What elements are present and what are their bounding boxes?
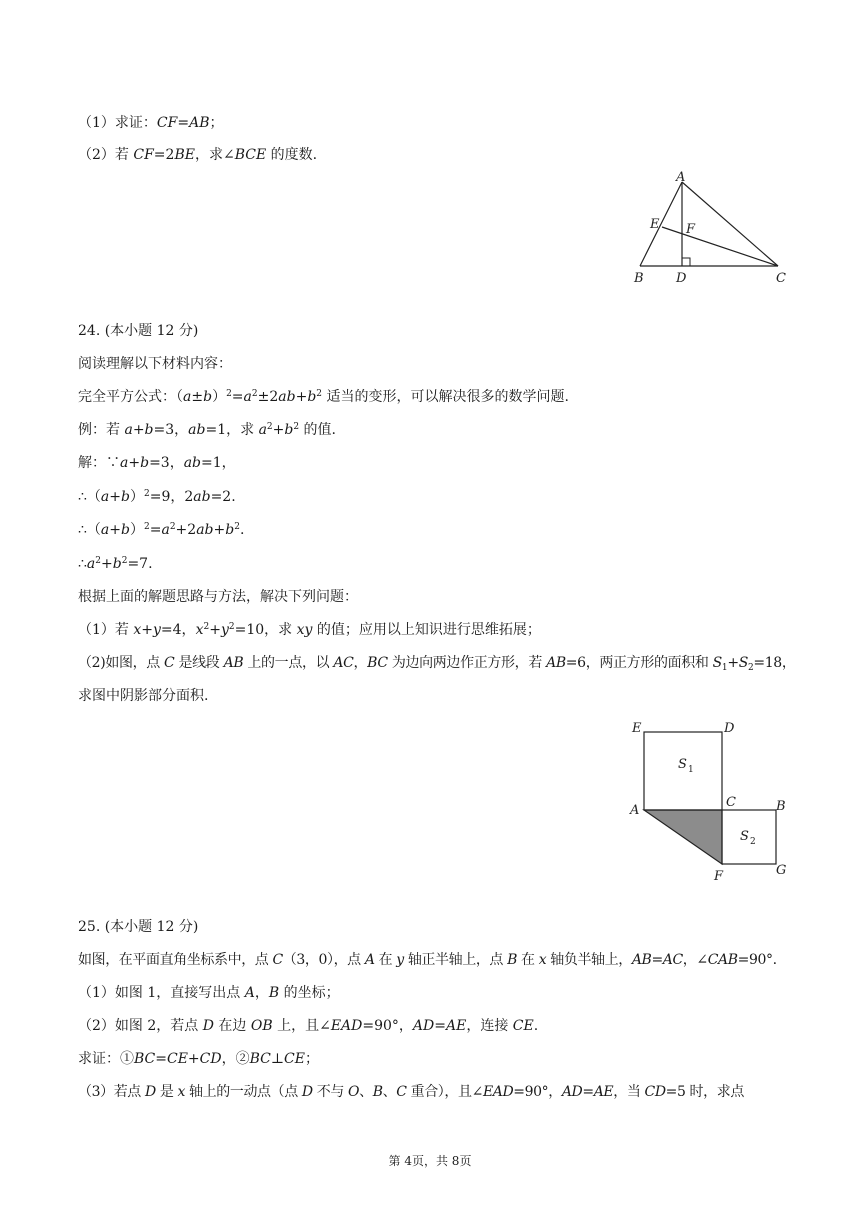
label-D: D	[676, 271, 687, 286]
label-F: F	[714, 869, 724, 884]
q24-solution-3: $\therefore(a+b)^2=a^2+2ab+b^2$.	[78, 522, 245, 538]
q24-title: 24. (本小题 12 分)	[78, 323, 199, 339]
q24-instruction: 根据上面的解题思路与方法，解决下列问题：	[78, 589, 358, 605]
label-C: C	[726, 795, 736, 810]
label-E: E	[650, 217, 660, 232]
q25-prove: 求证：①BC=CE+CD，②BC⊥CE；	[78, 1051, 319, 1067]
label-D: D	[724, 721, 735, 736]
label-F: F	[686, 222, 696, 237]
label-B: B	[776, 799, 786, 814]
q24-part1: （1）若 x+y=4，$x^2+y^2=10$，求 xy 的值；应用以上知识进行思维拓展；	[78, 622, 541, 638]
label-S1: S	[678, 757, 687, 772]
q23-triangle-figure	[620, 170, 800, 290]
q24-solution-2: $\therefore(a+b)^2=9$，2ab=2.	[78, 489, 236, 505]
label-A: A	[676, 170, 686, 185]
page-footer: 第 4页，共 8页	[388, 1154, 472, 1168]
label-S2: S	[740, 829, 749, 844]
label-G: G	[776, 863, 787, 878]
q25-part1: （1）如图 1，直接写出点 A，B 的坐标；	[78, 985, 340, 1001]
q24-example: 例：若 a+b=3，ab=1，求 $a^2+b^2$ 的值.	[78, 422, 336, 438]
q23-part1: （1）求证：CF=AB；	[78, 115, 224, 131]
q25-stem: 如图，在平面直角坐标系中，点 C（3，0），点 A 在 y 轴正半轴上，点 B 在 x 轴负半轴上，AB=AC，∠CAB=90°.	[78, 952, 777, 968]
q24-part2: （2)如图，点 C 是线段 AB 上的一点，以 AC，BC 为边向两边作正方形，若 AB=6，两正方形的面积和 $S_1+S_2=18$，	[78, 655, 796, 673]
q24-formula: 完全平方公式：$(a\pm b)^2=a^2\pm 2ab+b^2$ 适当的变形，可以解决很多的数学问题.	[78, 389, 569, 405]
label-S2-sub: 2	[750, 837, 756, 847]
q25-part3: （3）若点 D 是 x 轴上的一动点（点 D 不与 O、B、C 重合），且∠EAD=90°，AD=AE，当 CD=5 时，求点	[78, 1084, 744, 1100]
q24-solution-4: $\therefore a^2+b^2=7$.	[78, 556, 153, 572]
q24-part2-cont: 求图中阴影部分面积.	[78, 688, 209, 704]
label-B: B	[634, 271, 644, 286]
q24-squares-figure	[620, 712, 800, 887]
q25-part2: （2）如图 2，若点 D 在边 OB 上，且∠EAD=90°，AD=AE，连接 CE.	[78, 1018, 539, 1034]
q24-intro: 阅读理解以下材料内容：	[78, 356, 232, 372]
q23-part2: （2）若 CF=2BE，求∠BCE 的度数.	[78, 147, 318, 163]
label-S1-sub: 1	[688, 765, 694, 775]
q25-title: 25. (本小题 12 分)	[78, 919, 199, 935]
label-E: E	[632, 721, 642, 736]
q24-solution-1: 解：∵a+b=3，ab=1，	[78, 455, 236, 471]
label-A: A	[630, 803, 640, 818]
label-C: C	[776, 271, 786, 286]
